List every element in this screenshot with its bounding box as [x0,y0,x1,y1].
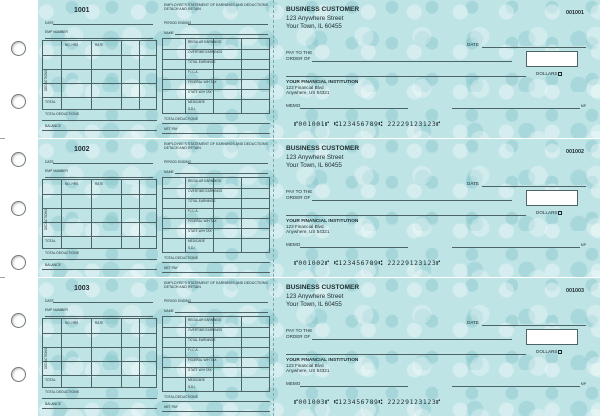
binder-hole-icon [11,94,26,109]
stub-date-line[interactable] [53,24,153,25]
micr-line: ⑈001002⑈ ⑆123456789⑆ 22229123123⑈ [294,259,441,267]
business-address-line2: Your Town, IL 60455 [286,162,342,169]
hours-label: NO. HRS [65,43,79,47]
stub-total-deductions-left-label: TOTAL DEDUCTIONS [45,390,79,394]
written-amount-line[interactable] [286,354,526,355]
binder-margin [0,0,38,416]
check-body [274,0,600,138]
bank-address1: 123 Financial Blvd [286,85,324,91]
fica-label: F.I.C.A. [188,348,199,352]
stub-name-line[interactable] [175,173,268,174]
stub-total-deductions-label: TOTAL DEDUCTIONS [164,117,198,121]
payroll-stub [38,0,274,138]
federal-tax-label: FEDERAL W/H TAX [188,219,217,223]
state-tax-label: STATE W/H TAX [188,229,212,233]
bank-name: YOUR FINANCIAL INSTITUTION [286,358,359,363]
stub-deductions-line [162,401,270,402]
dollars-label: DOLLARS [536,210,562,215]
perforation-mark [0,277,5,278]
stub-balance-label: BALANCE [45,402,61,406]
regular-earnings-label: REGULAR EARNINGS [188,179,221,183]
signature-line[interactable] [452,108,580,109]
stub-total-deductions-left-label: TOTAL DEDUCTIONS [45,112,79,116]
bank-address1: 123 Financial Blvd [286,224,324,230]
stub-balance-line [42,269,157,270]
signature-line[interactable] [452,386,580,387]
overtime-earnings-label: OVERTIME EARNINGS [188,328,223,332]
order-of-label: ORDER OF [286,195,311,200]
business-address-line1: 123 Anywhere Street [286,293,344,300]
medicare-label: MEDICARE [188,100,205,104]
check-number: 001001 [566,10,584,16]
stub-left-grid [42,40,157,110]
overtime-earnings-label: OVERTIME EARNINGS [188,189,223,193]
stub-name-line[interactable] [175,34,268,35]
hours-label: NO. HRS [65,182,79,186]
check-row [38,139,600,277]
stub-name-label: NAME [164,309,174,313]
micr-line: ⑈001001⑈ ⑆123456789⑆ 22229123123⑈ [294,120,441,128]
sdi-label: S.D.I. [188,107,196,111]
stub-balance-label: BALANCE [45,124,61,128]
bank-address2: Anywhere, US 54321 [286,368,330,374]
bank-info [286,79,358,96]
stub-period-label: PERIOD ENDING [164,160,192,164]
binder-hole-icon [11,201,26,216]
rate-label: RATE [95,182,104,186]
stub-emp-number-label: EMP NUMBER [45,308,68,312]
memo-line[interactable] [300,247,408,248]
bank-address2: Anywhere, US 54321 [286,229,330,235]
amount-box[interactable] [526,51,578,67]
stub-balance-line [42,130,157,131]
written-amount-line[interactable] [286,76,526,77]
memo-label: MEMO [286,103,301,108]
stub-date-line[interactable] [53,302,153,303]
memo-line[interactable] [300,386,408,387]
business-address-line2: Your Town, IL 60455 [286,301,342,308]
stub-net-pay-line [162,133,270,134]
binder-hole-icon [11,313,26,328]
amount-box[interactable] [526,329,578,345]
stub-net-pay-label: NET PAY [164,405,178,409]
lock-icon [558,350,562,354]
bank-name: YOUR FINANCIAL INSTITUTION [286,219,359,224]
stub-total-deductions-label: TOTAL DEDUCTIONS [164,256,198,260]
federal-tax-label: FEDERAL W/H TAX [188,80,217,84]
bank-info [286,357,358,374]
binder-hole-icon [11,367,26,382]
mp-label: MP [580,104,586,108]
order-of-label: ORDER OF [286,334,311,339]
check-body [274,139,600,277]
deductions-side-label: DEDUCTIONS [44,208,48,230]
check-row [38,0,600,138]
rate-label: RATE [95,321,104,325]
stub-net-pay-label: NET PAY [164,266,178,270]
stub-emp-number-line[interactable] [45,316,153,317]
total-earnings-label: TOTAL EARNINGS [188,199,216,203]
sdi-label: S.D.I. [188,385,196,389]
stub-total-deductions-left-label: TOTAL DEDUCTIONS [45,251,79,255]
business-name: BUSINESS CUSTOMER [286,284,360,291]
hours-label: NO. HRS [65,321,79,325]
lock-icon [558,72,562,76]
bank-address1: 123 Financial Blvd [286,363,324,369]
rate-label: RATE [95,43,104,47]
total-earnings-label: TOTAL EARNINGS [188,60,216,64]
fica-label: F.I.C.A. [188,209,199,213]
stub-date-label: DATE [45,21,54,25]
deductions-side-label: DEDUCTIONS [44,347,48,369]
payee-line[interactable] [312,61,512,62]
check-number: 001003 [566,288,584,294]
pay-to-label: PAY TO THE [286,328,313,333]
dollars-label: DOLLARS [536,71,562,76]
stub-total-label: TOTAL [45,100,56,104]
mp-label: MP [580,243,586,247]
stub-header: EMPLOYEE'S STATEMENT OF EARNINGS AND DEDUCTIONS DETACH AND RETAIN [164,142,268,151]
stub-period-line[interactable] [188,163,268,164]
stub-right-grid [162,177,270,253]
stub-left-grid [42,318,157,388]
stub-name-label: NAME [164,31,174,35]
medicare-label: MEDICARE [188,239,205,243]
date-label: DATE [467,181,479,186]
business-name: BUSINESS CUSTOMER [286,145,360,152]
mp-label: MP [580,382,586,386]
written-amount-line[interactable] [286,215,526,216]
regular-earnings-label: REGULAR EARNINGS [188,318,221,322]
deductions-side-label: DEDUCTIONS [44,69,48,91]
stub-total-deductions-label: TOTAL DEDUCTIONS [164,395,198,399]
check-sheet [38,0,600,416]
dollars-label: DOLLARS [536,349,562,354]
date-line[interactable] [482,186,586,187]
stub-net-pay-line [162,272,270,273]
stub-total-label: TOTAL [45,378,56,382]
stub-emp-number-label: EMP NUMBER [45,30,68,34]
stub-deductions-line [162,123,270,124]
binder-hole-icon [11,255,26,270]
stub-total-label: TOTAL [45,239,56,243]
stub-total-line [42,398,157,399]
check-number: 001002 [566,149,584,155]
stub-period-label: PERIOD ENDING [164,21,192,25]
fica-label: F.I.C.A. [188,70,199,74]
stub-left-grid [42,179,157,249]
stub-balance-label: BALANCE [45,263,61,267]
stub-emp-number-line[interactable] [45,38,153,39]
federal-tax-label: FEDERAL W/H TAX [188,358,217,362]
date-label: DATE [467,320,479,325]
stub-right-grid [162,38,270,114]
business-name: BUSINESS CUSTOMER [286,6,360,13]
stub-number: 1003 [74,285,90,292]
stub-emp-number-line[interactable] [45,177,153,178]
stub-period-label: PERIOD ENDING [164,299,192,303]
stub-number: 1002 [74,146,90,153]
total-earnings-label: TOTAL EARNINGS [188,338,216,342]
pay-to-label: PAY TO THE [286,189,313,194]
check-body [274,278,600,416]
date-label: DATE [467,42,479,47]
pay-to-label: PAY TO THE [286,50,313,55]
stub-deductions-line [162,262,270,263]
memo-label: MEMO [286,381,301,386]
stub-total-line [42,120,157,121]
stub-net-pay-line [162,411,270,412]
stub-right-grid [162,316,270,392]
stub-header: EMPLOYEE'S STATEMENT OF EARNINGS AND DEDUCTIONS DETACH AND RETAIN [164,3,268,12]
amount-box[interactable] [526,190,578,206]
date-line[interactable] [482,325,586,326]
business-address-line2: Your Town, IL 60455 [286,23,342,30]
perforation-mark [0,138,5,139]
stub-name-label: NAME [164,170,174,174]
stub-period-line[interactable] [188,302,268,303]
stub-name-line[interactable] [175,312,268,313]
state-tax-label: STATE W/H TAX [188,368,212,372]
stub-date-label: DATE [45,299,54,303]
signature-line[interactable] [452,247,580,248]
sdi-label: S.D.I. [188,246,196,250]
lock-icon [558,211,562,215]
payee-line[interactable] [312,339,512,340]
stub-number: 1001 [74,7,90,14]
stub-header: EMPLOYEE'S STATEMENT OF EARNINGS AND DEDUCTIONS DETACH AND RETAIN [164,281,268,290]
bank-address2: Anywhere, US 54321 [286,90,330,96]
order-of-label: ORDER OF [286,56,311,61]
medicare-label: MEDICARE [188,378,205,382]
payee-line[interactable] [312,200,512,201]
business-address-line1: 123 Anywhere Street [286,15,344,22]
stub-emp-number-label: EMP NUMBER [45,169,68,173]
memo-line[interactable] [300,108,408,109]
overtime-earnings-label: OVERTIME EARNINGS [188,50,223,54]
stub-total-line [42,259,157,260]
state-tax-label: STATE W/H TAX [188,90,212,94]
stub-period-line[interactable] [188,24,268,25]
micr-line: ⑈001003⑈ ⑆123456789⑆ 22229123123⑈ [294,398,441,406]
payroll-stub [38,139,274,277]
regular-earnings-label: REGULAR EARNINGS [188,40,221,44]
check-row [38,278,600,416]
memo-label: MEMO [286,242,301,247]
date-line[interactable] [482,47,586,48]
bank-name: YOUR FINANCIAL INSTITUTION [286,80,359,85]
stub-date-line[interactable] [53,163,153,164]
stub-net-pay-label: NET PAY [164,127,178,131]
stub-date-label: DATE [45,160,54,164]
bank-info [286,218,358,235]
payroll-stub [38,278,274,416]
binder-hole-icon [11,152,26,167]
stub-balance-line [42,408,157,409]
business-address-line1: 123 Anywhere Street [286,154,344,161]
binder-hole-icon [11,41,26,56]
